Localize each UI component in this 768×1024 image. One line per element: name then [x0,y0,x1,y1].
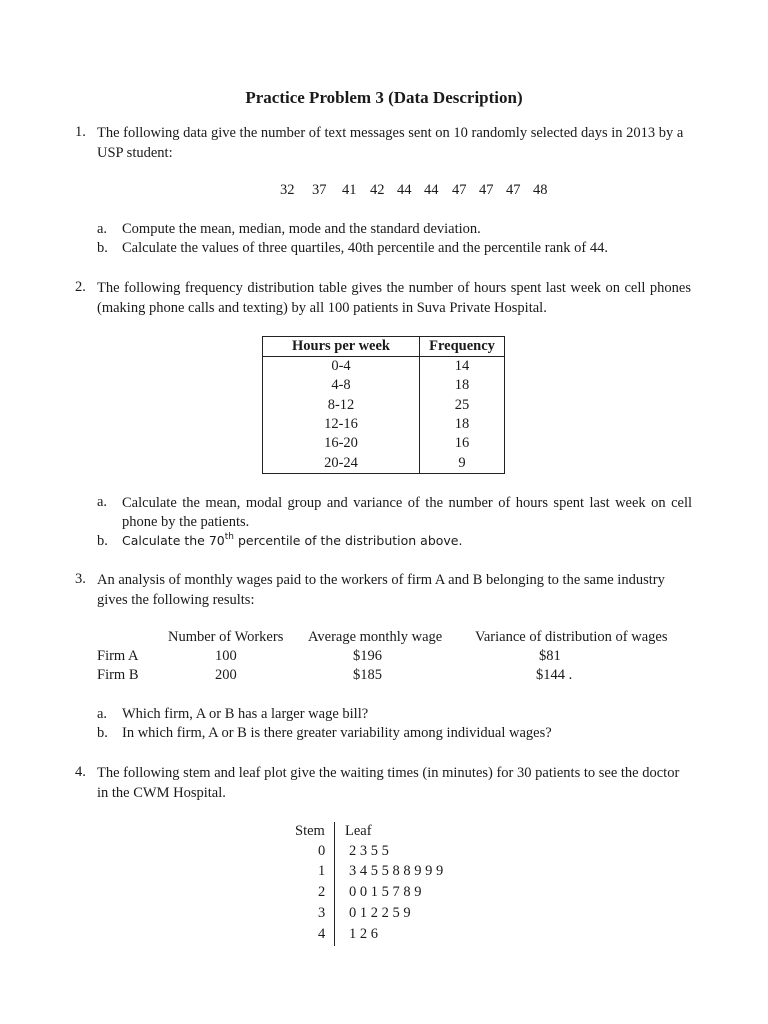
table-cell: 18 [420,376,505,395]
leaf-values: 0 0 1 5 7 8 9 [349,884,422,900]
q3-b-label: b. [97,725,108,741]
stem-value: 1 [318,863,326,879]
table-row [263,396,505,415]
q1-data-value: 41 [342,182,357,198]
q1-data-value: 42 [370,182,385,198]
table-cell: 16-20 [263,434,420,453]
q1-b-label: b. [97,240,108,256]
stem-value: 3 [318,905,326,921]
q1-b-text: Calculate the values of three quartiles, 40th percentile and the percentile rank of 44. [122,240,608,256]
q1-data-value: 44 [397,182,412,198]
q3-a-text: Which firm, A or B has a larger wage bill? [122,706,369,722]
stem-value: 0 [318,843,326,859]
q1-a-label: a. [97,221,108,237]
stem-leaf-divider [334,822,335,946]
q1-data-value: 48 [533,182,548,198]
q3-row-workers: 200 [215,667,237,683]
q2-b-text-pre: Calculate the 70 [122,533,225,548]
q3-header-variance: Variance of distribution of wages [475,629,668,645]
q3-row-variance: $81 [539,648,561,664]
table-row [263,376,505,395]
table-cell: 16 [420,434,505,453]
q2-a-text: Calculate the mean, modal group and variance of the number of hours spent last week on cell phone by the patients. [122,495,692,530]
leaf-values: 3 4 5 5 8 8 9 9 9 [349,863,444,879]
q1-a-text: Compute the mean, median, mode and the standard deviation. [122,221,481,237]
q1-text: The following data give the number of text messages sent on 10 randomly selected days in 2013 by a USP student: [97,125,684,161]
table-cell: 9 [420,453,505,473]
leaf-values: 0 1 2 2 5 9 [349,905,411,921]
q3-b-text: In which firm, A or B is there greater variability among individual wages? [122,725,552,741]
table-cell: 20-24 [263,453,420,473]
leaf-header: Leaf [345,823,372,839]
q2-b-text-post: percentile of the distribution above. [233,533,463,548]
q1-data-value: 32 [280,182,295,198]
q3-row-label: Firm B [97,667,139,683]
q2-b-text-sup: th [224,532,234,542]
q1-number: 1. [75,124,86,140]
q3-row-avg: $185 [353,667,382,683]
table-row [263,434,505,453]
table-row [263,453,505,473]
leaf-values: 1 2 6 [349,926,378,942]
stem-header: Stem [295,823,325,839]
q4-number: 4. [75,764,86,780]
column-header-frequency: Frequency [420,337,505,357]
table-cell: 25 [420,396,505,415]
page-title: Practice Problem 3 (Data Description) [245,88,523,107]
table-row [263,415,505,434]
table-cell: 18 [420,415,505,434]
column-header-hours: Hours per week [263,337,420,357]
q2-number: 2. [75,279,86,295]
table-cell: 12-16 [263,415,420,434]
frequency-table [262,336,505,474]
table-header-row [263,337,505,357]
table-cell: 4-8 [263,376,420,395]
q2-a-label: a. [97,494,108,510]
q3-row-label: Firm A [97,648,139,664]
q1-data-value: 44 [424,182,439,198]
stem-value: 4 [318,926,326,942]
leaf-values: 2 3 5 5 [349,843,389,859]
q4-text: The following stem and leaf plot give the waiting times (in minutes) for 30 patients to see the doctor in the CWM Hospital. [97,765,680,801]
q1-data-value: 37 [312,182,327,198]
q3-header-workers: Number of Workers [168,629,284,645]
q3-row-avg: $196 [353,648,382,664]
table-cell: 0-4 [263,357,420,377]
q1-data-value: 47 [506,182,521,198]
q1-data-value: 47 [452,182,467,198]
q3-row-variance: $144 . [536,667,573,683]
q3-row-workers: 100 [215,648,237,664]
stem-value: 2 [318,884,326,900]
table-cell: 8-12 [263,396,420,415]
q3-a-label: a. [97,706,108,722]
q2-b-label: b. [97,533,108,549]
q3-header-avg: Average monthly wage [308,629,443,645]
q3-number: 3. [75,571,86,587]
q3-text: An analysis of monthly wages paid to the workers of firm A and B belonging to the same industry gives the following results: [97,572,665,608]
table-row [263,357,505,377]
q2-b-text [122,533,462,548]
q2-text: The following frequency distribution table gives the number of hours spent last week on cell phones (making phone calls and texting) by all 100 patients in Suva Private Hospital. [97,280,691,316]
table-cell: 14 [420,357,505,377]
q1-data-value: 47 [479,182,494,198]
